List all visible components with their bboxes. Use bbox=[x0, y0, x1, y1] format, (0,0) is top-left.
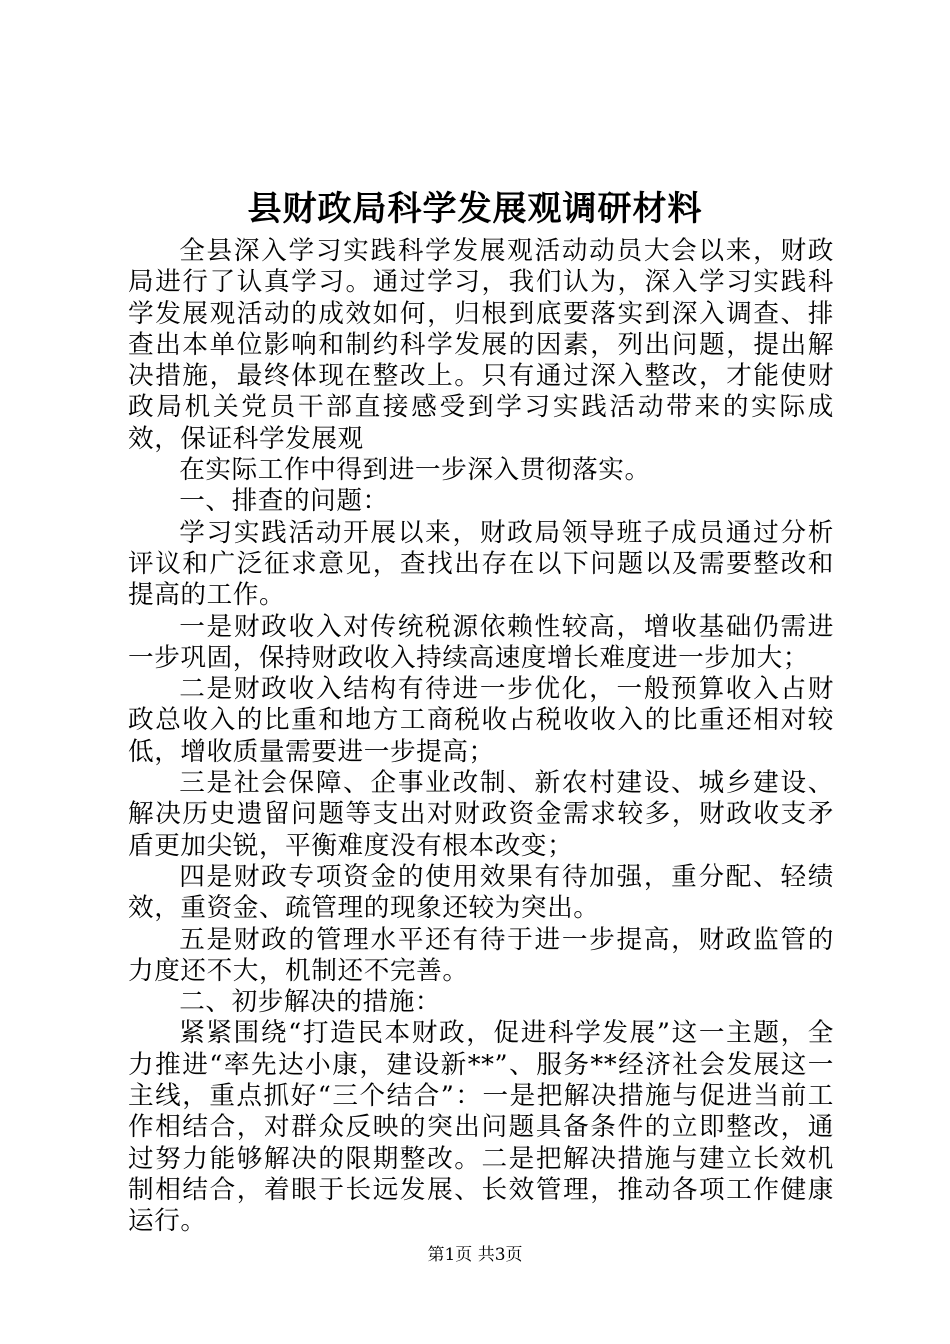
paragraph: 学习实践活动开展以来，财政局领导班子成员通过分析评议和广泛征求意见，查找出存在以下问题以及需要整改和提高的工作。 bbox=[128, 517, 834, 611]
paragraph: 在实际工作中得到进一步深入贯彻落实。 bbox=[179, 455, 651, 486]
section-heading: 一、排查的问题： bbox=[179, 486, 389, 517]
paragraph: 四是财政专项资金的使用效果有待加强，重分配、轻绩效，重资金、疏管理的现象还较为突出。 bbox=[128, 861, 834, 924]
document-body bbox=[128, 236, 834, 1238]
paragraph: 五是财政的管理水平还有待于进一步提高，财政监管的力度还不大，机制还不完善。 bbox=[128, 924, 834, 986]
section-heading: 二、初步解决的措施： bbox=[179, 987, 442, 1018]
paragraph: 紧紧围绕“打造民本财政，促进科学发展”这一主题，全力推进“率先达小康，建设新**”、服务**经济社会发展这一主线，重点抓好“三个结合”：一是把解决措施与促进当前工作相结合，对群众反映的突出问题具备条件的立即整改，通过努力能够解决的限期整改。二是把解决措施与建立长效机制相结合，着眼于长远发展、长效管理，推动各项工作健康运行。 bbox=[128, 1018, 834, 1237]
paragraph: 一是财政收入对传统税源依赖性较高，增收基础仍需进一步巩固，保持财政收入持续高速度增长难度进一步加大； bbox=[128, 611, 834, 673]
document-title: 县财政局科学发展观调研材料 bbox=[247, 189, 703, 229]
paragraph: 二是财政收入结构有待进一步优化，一般预算收入占财政总收入的比重和地方工商税收占税收收入的比重还相对较低，增收质量需要进一步提高； bbox=[128, 674, 834, 767]
paragraph: 三是社会保障、企事业改制、新农村建设、城乡建设、解决历史遗留问题等支出对财政资金需求较多，财政收支矛盾更加尖锐，平衡难度没有根本改变； bbox=[128, 768, 834, 861]
page-footer: 第1页 共3页 bbox=[427, 1245, 523, 1265]
paragraph: 全县深入学习实践科学发展观活动动员大会以来，财政局进行了认真学习。通过学习，我们认为，深入学习实践科学发展观活动的成效如何，归根到底要落实到深入调查、排查出本单位影响和制约科学发展的因素，列出问题，提出解决措施，最终体现在整改上。只有通过深入整改，才能使财政局机关党员干部直接感受到学习实践活动带来的实际成效，保证科学发展观 bbox=[128, 236, 834, 454]
